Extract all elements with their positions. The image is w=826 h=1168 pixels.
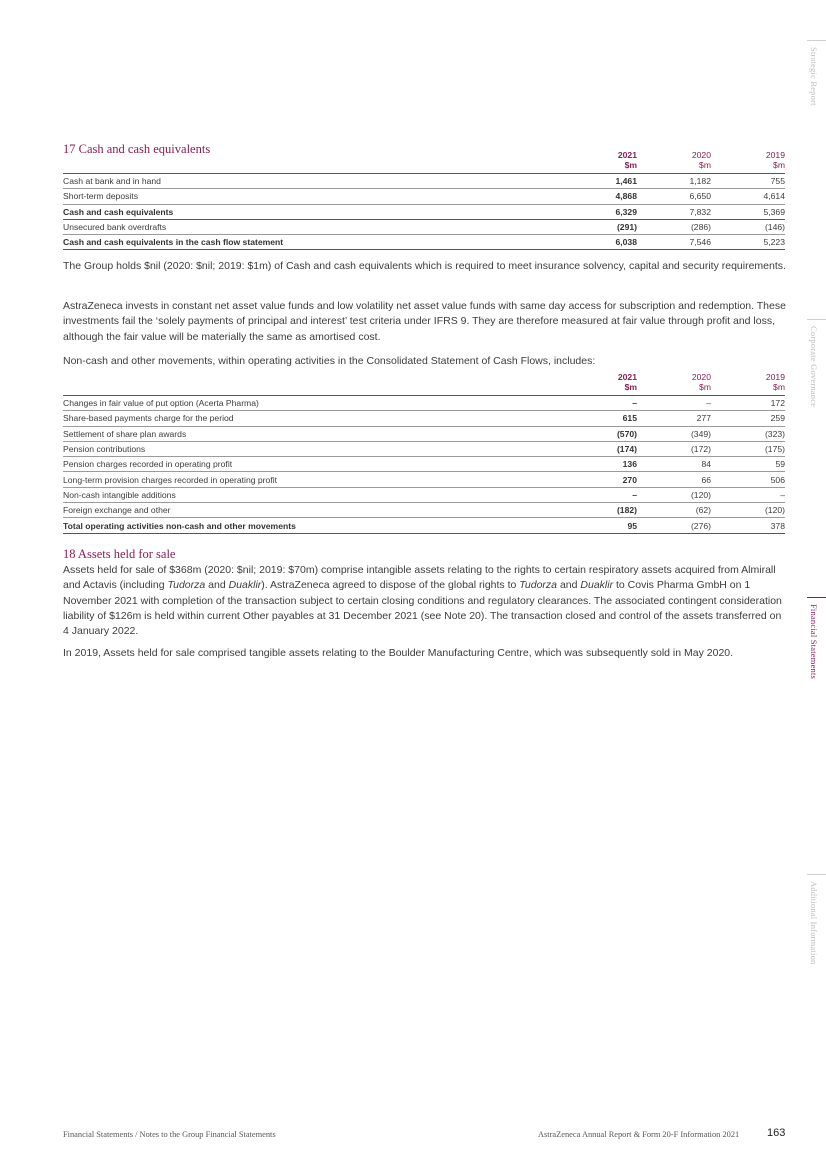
value-2020: (349) [637,426,711,441]
value-2020: 1,182 [637,174,711,189]
row-label: Pension contributions [63,441,563,456]
value-2021: 4,868 [563,189,637,204]
value-2021: – [563,487,637,502]
value-2021: (570) [563,426,637,441]
table-row [63,219,785,234]
side-nav-divider [807,319,826,320]
value-2021: (182) [563,503,637,518]
product-name: Tudorza [167,579,206,592]
text-run: and [557,579,581,592]
value-2019: 172 [711,396,785,411]
table-header-row [63,372,785,396]
table-row [63,457,785,472]
value-2020: 84 [637,457,711,472]
value-2021: 615 [563,411,637,426]
row-label: Pension charges recorded in operating profit [63,457,563,472]
header-year: 2019 [765,372,785,382]
table-row [63,189,785,204]
row-label: Cash at bank and in hand [63,174,563,189]
text-run: Assets held for sale of $368m (2020: $nil; 2019: $70m) comprise intangible assets relating to the rights to certain respiratory assets acquired from Almirall and Actavis (including [63,564,776,592]
value-2020: 277 [637,411,711,426]
header-unit: $m [699,382,711,392]
header-year: 2019 [765,150,785,160]
value-2020: 6,650 [637,189,711,204]
row-label: Cash and cash equivalents in the cash flow statement [63,235,563,250]
text-run: ). AstraZeneca agreed to dispose of the global rights to [261,579,520,592]
header-year: 2020 [691,150,711,160]
note-18-heading: 18 Assets held for sale [63,547,176,561]
side-nav-corporate-governance[interactable]: Corporate Governance [809,326,819,408]
value-2019: 5,369 [711,204,785,219]
header-year: 2021 [617,372,637,382]
table-total-row [63,235,785,250]
value-2019: 5,223 [711,235,785,250]
value-2021: (174) [563,441,637,456]
cash-equivalents-table [63,150,785,250]
note-17-paragraph-3: Non-cash and other movements, within operating activities in the Consolidated Statement of Cash Flows, includes: [63,355,596,367]
table-row [63,174,785,189]
value-2019: 59 [711,457,785,472]
header-unit: $m [773,160,785,170]
value-2019: 4,614 [711,189,785,204]
row-label: Long-term provision charges recorded in operating profit [63,472,563,487]
non-cash-movements-table [63,372,785,534]
value-2021: 6,038 [563,235,637,250]
header-year: 2020 [691,372,711,382]
value-2019: 506 [711,472,785,487]
side-nav-additional-information[interactable]: Additional Information [809,881,819,965]
product-name: Duaklir [228,579,262,592]
value-2020: 7,546 [637,235,711,250]
product-name: Tudorza [519,579,558,592]
value-2021: 1,461 [563,174,637,189]
table-row [63,426,785,441]
note-18-paragraph-1 [63,563,788,639]
side-nav-divider [807,874,826,875]
note-17-heading: 17 Cash and cash equivalents [63,142,211,156]
value-2021: – [563,396,637,411]
text-run: to Covis Pharma GmbH on 1 November 2021 with completion of the transaction subject to certain closing conditions and regulatory clearances. The associated contingent consideration liability of $126m is held within current Other payables at 31 December 2021 (see Note 20). The transaction closed and control of the assets transferred on 4 January 2022. [63,579,782,638]
value-2020: – [637,396,711,411]
value-2019: 259 [711,411,785,426]
value-2020: (120) [637,487,711,502]
value-2021: (291) [563,219,637,234]
footer-report-title: AstraZeneca Annual Report & Form 20-F Information 2021 [538,1130,740,1139]
table-row [63,472,785,487]
value-2019: 755 [711,174,785,189]
column-header-2019 [711,372,785,396]
value-2020: (276) [637,518,711,533]
value-2021: 270 [563,472,637,487]
value-2020: (62) [637,503,711,518]
row-label: Cash and cash equivalents [63,204,563,219]
table-header-blank [63,372,563,396]
note-18-paragraph-2: In 2019, Assets held for sale comprised tangible assets relating to the Boulder Manufacturing Centre, which was subsequently sold in May 2020. [63,647,734,659]
value-2021: 6,329 [563,204,637,219]
row-label: Non-cash intangible additions [63,487,563,502]
note-17-paragraph-2: AstraZeneca invests in constant net asset value funds and low volatility net asset value funds with same day access for subscription and redemption. These investments fail the ‘solely payments of principal and interest’ test criteria under IFRS 9. They are therefore measured at fair value through profit and loss, although the fair value will be materially the same as amortised cost. [63,300,786,343]
side-nav-strategic-report[interactable]: Strategic Report [809,47,819,106]
header-unit: $m [699,160,711,170]
table-total-row [63,204,785,219]
table-total-row [63,518,785,533]
value-2019: (120) [711,503,785,518]
table-header-row [63,150,785,174]
value-2021: 95 [563,518,637,533]
row-label: Short-term deposits [63,189,563,204]
note-17-paragraph-1: The Group holds $nil (2020: $nil; 2019: $1m) of Cash and cash equivalents which is required to meet insurance solvency, capital and security requirements. [63,260,786,272]
table-row [63,441,785,456]
value-2019: (175) [711,441,785,456]
table-header-blank [63,150,563,174]
value-2019: 378 [711,518,785,533]
table-row [63,411,785,426]
header-unit: $m [773,382,785,392]
value-2019: (323) [711,426,785,441]
row-label: Changes in fair value of put option (Acerta Pharma) [63,396,563,411]
side-nav-financial-statements[interactable]: Financial Statements [809,604,819,680]
row-label: Total operating activities non-cash and other movements [63,518,563,533]
row-label: Foreign exchange and other [63,503,563,518]
column-header-2019 [711,150,785,174]
header-year: 2021 [617,150,637,160]
table-row [63,396,785,411]
table-row [63,503,785,518]
value-2020: 7,832 [637,204,711,219]
row-label: Settlement of share plan awards [63,426,563,441]
table-row [63,487,785,502]
value-2020: 66 [637,472,711,487]
row-label: Share-based payments charge for the period [63,411,563,426]
column-header-2020 [637,150,711,174]
column-header-2021 [563,150,637,174]
value-2021: 136 [563,457,637,472]
value-2019: – [711,487,785,502]
side-nav-divider [807,40,826,41]
side-nav-active-marker [807,597,826,598]
value-2020: (286) [637,219,711,234]
product-name: Duaklir [580,579,614,592]
header-unit: $m [624,382,637,392]
row-label: Unsecured bank overdrafts [63,219,563,234]
value-2019: (146) [711,219,785,234]
text-run: and [205,579,229,592]
page-number: 163 [767,1127,786,1139]
footer-breadcrumb: Financial Statements / Notes to the Group Financial Statements [63,1130,276,1139]
value-2020: (172) [637,441,711,456]
column-header-2021 [563,372,637,396]
column-header-2020 [637,372,711,396]
header-unit: $m [624,160,637,170]
